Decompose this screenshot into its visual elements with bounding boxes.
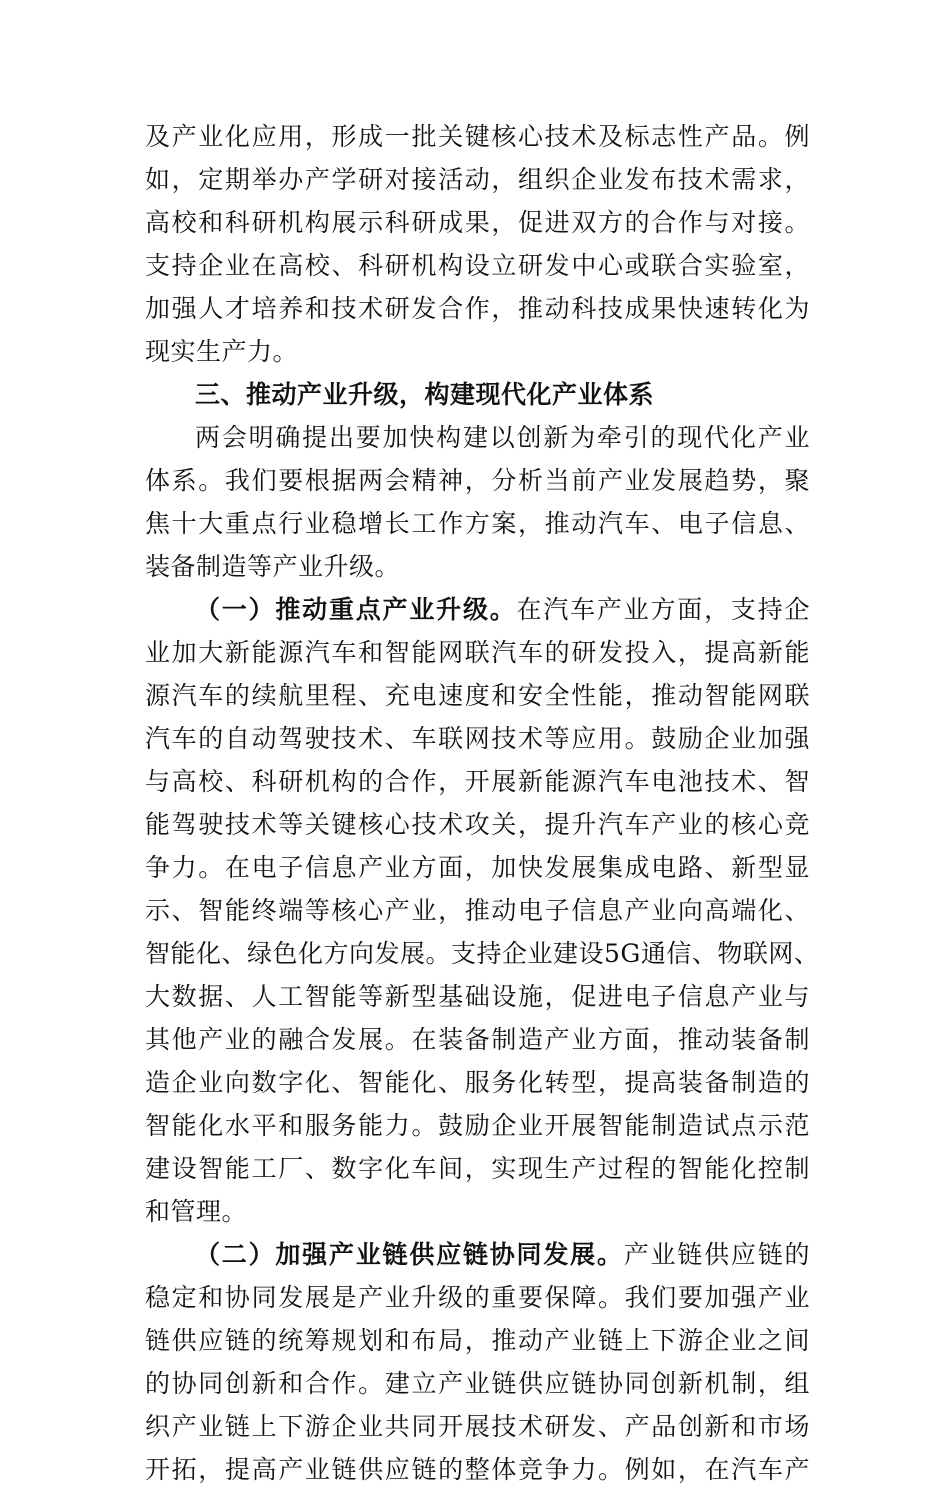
- body-line: 智能化、绿色化方向发展。支持企业建设5G通信、物联网、: [145, 939, 820, 968]
- subsection-first-line-text: 产业链供应链的: [623, 1240, 810, 1269]
- body-line: 示、智能终端等核心产业，推动电子信息产业向高端化、: [145, 896, 810, 925]
- body-line: 及产业化应用，形成一批关键核心技术及标志性产品。例: [145, 122, 810, 151]
- body-line: 汽车的自动驾驶技术、车联网技术等应用。鼓励企业加强: [145, 724, 810, 753]
- body-line: 建设智能工厂、数字化车间，实现生产过程的智能化控制: [145, 1154, 810, 1183]
- body-line: 体系。我们要根据两会精神，分析当前产业发展趋势，聚: [145, 466, 810, 495]
- subsection-first-line: [145, 1233, 810, 1276]
- body-line: 装备制造等产业升级。: [145, 552, 401, 581]
- subsection-first-line: [145, 588, 810, 631]
- body-line: 争力。在电子信息产业方面，加快发展集成电路、新型显: [145, 853, 810, 882]
- body-line: 高校和科研机构展示科研成果，促进双方的合作与对接。: [145, 208, 810, 237]
- body-line: 链供应链的统筹规划和布局，推动产业链上下游企业之间: [145, 1326, 810, 1355]
- document-body: [145, 115, 820, 1491]
- subsection-lead: （二）加强产业链供应链协同发展。: [195, 1240, 624, 1269]
- body-line: 焦十大重点行业稳增长工作方案，推动汽车、电子信息、: [145, 509, 810, 538]
- body-line: 稳定和协同发展是产业升级的重要保障。我们要加强产业: [145, 1283, 810, 1312]
- body-line: 的协同创新和合作。建立产业链供应链协同创新机制，组: [145, 1369, 810, 1398]
- body-line: 源汽车的续航里程、充电速度和安全性能，推动智能网联: [145, 681, 810, 710]
- body-line: 如，定期举办产学研对接活动，组织企业发布技术需求，: [145, 165, 810, 194]
- section-heading: 三、推动产业升级，构建现代化产业体系: [195, 380, 655, 409]
- body-line: 与高校、科研机构的合作，开展新能源汽车电池技术、智: [145, 767, 810, 796]
- body-line: 和管理。: [145, 1197, 248, 1226]
- subsection-lead: （一）推动重点产业升级。: [195, 595, 517, 624]
- body-line: 两会明确提出要加快构建以创新为牵引的现代化产业: [195, 423, 810, 452]
- body-line: 现实生产力。: [145, 337, 299, 366]
- body-line: 开拓，提高产业链供应链的整体竞争力。例如，在汽车产: [145, 1455, 810, 1484]
- body-line: 加强人才培养和技术研发合作，推动科技成果快速转化为: [145, 294, 810, 323]
- body-line: 织产业链上下游企业共同开展技术研发、产品创新和市场: [145, 1412, 810, 1441]
- subsection-first-line-text: 在汽车产业方面，支持企: [516, 595, 810, 624]
- body-line: 业加大新能源汽车和智能网联汽车的研发投入，提高新能: [145, 638, 810, 667]
- body-line: 其他产业的融合发展。在装备制造产业方面，推动装备制: [145, 1025, 810, 1054]
- body-line: 大数据、人工智能等新型基础设施，促进电子信息产业与: [145, 982, 810, 1011]
- body-line: 支持企业在高校、科研机构设立研发中心或联合实验室，: [145, 251, 810, 280]
- body-line: 造企业向数字化、智能化、服务化转型，提高装备制造的: [145, 1068, 810, 1097]
- body-line: 智能化水平和服务能力。鼓励企业开展智能制造试点示范: [145, 1111, 810, 1140]
- body-line: 能驾驶技术等关键核心技术攻关，提升汽车产业的核心竞: [145, 810, 810, 839]
